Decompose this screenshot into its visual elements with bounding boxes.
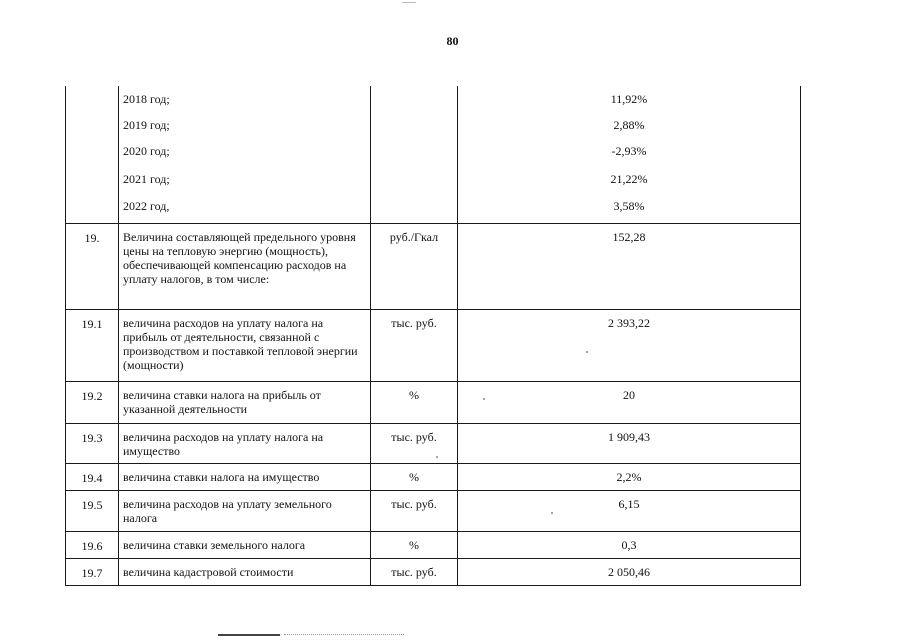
- unit-cell: тыс. руб.: [371, 423, 458, 463]
- value-cell: 2,88%: [458, 112, 801, 138]
- tariff-table: [65, 86, 801, 586]
- unit-cell: [371, 86, 458, 112]
- footer-dots: [284, 634, 404, 636]
- name-cell: величина ставки налога на прибыль от указанной деятельности: [119, 381, 371, 423]
- name-cell: 2019 год;: [119, 112, 371, 138]
- name-cell: 2021 год;: [119, 166, 371, 193]
- value-cell: 2 393,22: [458, 309, 801, 381]
- value-cell: -2,93%: [458, 138, 801, 166]
- scan-speck: [586, 351, 588, 353]
- table-row: [66, 223, 801, 309]
- num-cell: 19.6: [66, 531, 119, 558]
- value-cell: 6,15: [458, 490, 801, 531]
- unit-cell: [371, 112, 458, 138]
- num-cell: [66, 193, 119, 223]
- name-cell: величина расходов на уплату земельного налога: [119, 490, 371, 531]
- unit-cell: [371, 193, 458, 223]
- footer-rule: [218, 634, 280, 636]
- num-cell: 19.5: [66, 490, 119, 531]
- num-cell: [66, 112, 119, 138]
- name-cell: величина расходов на уплату налога на имущество: [119, 423, 371, 463]
- name-cell: величина расходов на уплату налога на прибыль от деятельности, связанной с производством и поставкой тепловой энергии (мощности): [119, 309, 371, 381]
- unit-cell: [371, 166, 458, 193]
- num-cell: 19.4: [66, 463, 119, 490]
- table-row-year: [66, 86, 801, 112]
- unit-cell: [371, 138, 458, 166]
- scan-speck: [436, 456, 438, 458]
- value-cell: 152,28: [458, 223, 801, 309]
- num-cell: [66, 138, 119, 166]
- unit-cell: руб./Гкал: [371, 223, 458, 309]
- unit-cell: тыс. руб.: [371, 558, 458, 585]
- table-row: [66, 463, 801, 490]
- table-row: [66, 558, 801, 585]
- value-cell: 2,2%: [458, 463, 801, 490]
- unit-cell: %: [371, 463, 458, 490]
- scan-speck: [483, 398, 485, 400]
- table-row-year: [66, 138, 801, 166]
- num-cell: 19.: [66, 223, 119, 309]
- value-cell: 21,22%: [458, 166, 801, 193]
- value-cell: 1 909,43: [458, 423, 801, 463]
- num-cell: 19.1: [66, 309, 119, 381]
- value-cell: 3,58%: [458, 193, 801, 223]
- table-row: [66, 309, 801, 381]
- scan-mark: [402, 2, 416, 3]
- value-cell: 20: [458, 381, 801, 423]
- unit-cell: %: [371, 381, 458, 423]
- num-cell: [66, 166, 119, 193]
- value-cell: 11,92%: [458, 86, 801, 112]
- name-cell: 2020 год;: [119, 138, 371, 166]
- unit-cell: тыс. руб.: [371, 490, 458, 531]
- num-cell: 19.7: [66, 558, 119, 585]
- table-row: [66, 490, 801, 531]
- value-cell: 2 050,46: [458, 558, 801, 585]
- name-cell: Величина составляющей предельного уровня цены на тепловую энергию (мощность), обеспечивающей компенсацию расходов на уплату налогов, в том числе:: [119, 223, 371, 309]
- value-cell: 0,3: [458, 531, 801, 558]
- table-row-year: [66, 112, 801, 138]
- name-cell: 2018 год;: [119, 86, 371, 112]
- table-row-year: [66, 193, 801, 223]
- name-cell: величина кадастровой стоимости: [119, 558, 371, 585]
- num-cell: [66, 86, 119, 112]
- table-row-year: [66, 166, 801, 193]
- unit-cell: тыс. руб.: [371, 309, 458, 381]
- unit-cell: %: [371, 531, 458, 558]
- page-number: 80: [446, 34, 459, 48]
- table-row: [66, 531, 801, 558]
- num-cell: 19.2: [66, 381, 119, 423]
- name-cell: величина ставки налога на имущество: [119, 463, 371, 490]
- name-cell: величина ставки земельного налога: [119, 531, 371, 558]
- num-cell: 19.3: [66, 423, 119, 463]
- name-cell: 2022 год,: [119, 193, 371, 223]
- table-row: [66, 381, 801, 423]
- table-row: [66, 423, 801, 463]
- scan-speck: [551, 512, 553, 514]
